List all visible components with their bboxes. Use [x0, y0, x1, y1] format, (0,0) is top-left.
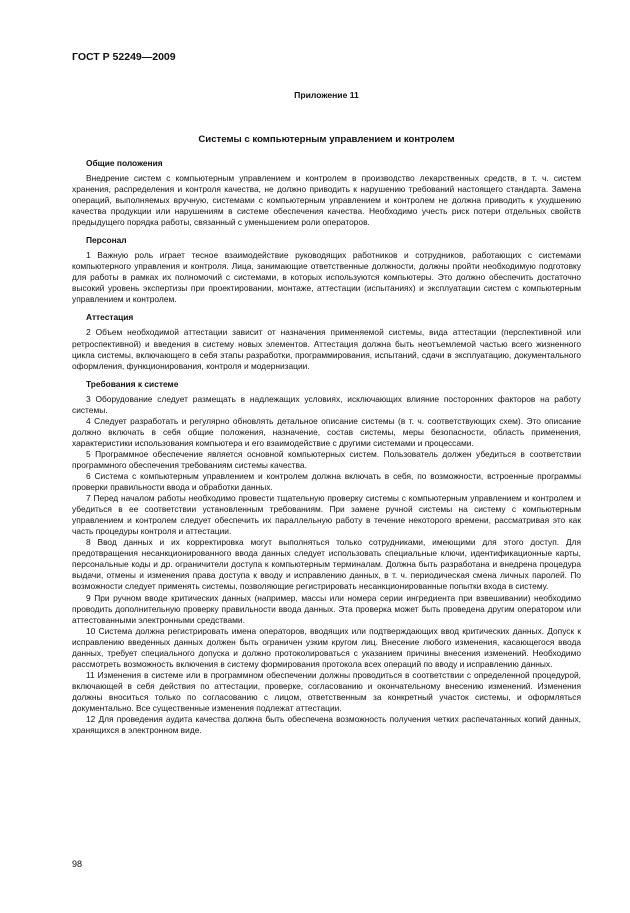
paragraph: 5 Программное обеспечение является основной компьютерных систем. Пользователь должен убедиться в соответствии программного обеспечения требованиям системы качества.	[72, 448, 581, 470]
paragraph: Внедрение систем с компьютерным управлением и контролем в производство лекарственных средств, в т. ч. систем хранения, распределения и контроля качества, не должно приводить к нарушению требований настоящего стандарта. Замена операций, выполняемых вручную, системами с компьютерным управлением и контролем не должна приводить к ухудшению качества продукции или нарушениям в системе обеспечения качества. Необходимо учесть риск потери отдельных свойств предыдущего порядка работы, связанный с уменьшением роли операторов.	[72, 173, 581, 228]
paragraph: 3 Оборудование следует размещать в надлежащих условиях, исключающих влияние посторонних факторов на работу системы.	[72, 393, 581, 415]
paragraph: 11 Изменения в системе или в программном обеспечении должны проводиться в соответствии с определенной процедурой, включающей в себя действия по аттестации, проверке, согласованию и окончательному внесению изменений. Изменения должны вноситься только по согласованию с лицом, ответственным за конкретный участок системы, и оформляться документально. Все существенные изменения подлежат аттестации.	[72, 669, 581, 713]
appendix-label: Приложение 11	[294, 90, 359, 100]
paragraph: 10 Система должна регистрировать имена операторов, вводящих или подтверждающих ввод критических данных. Допуск к исправлению введенных данных должен быть ограничен узким кругом лиц. Внесение любого изменения, касающегося ввода данных, требует специального допуска и должно протоколироваться с указанием причины внесения изменений. Необходимо рассмотреть возможность включения в систему формирования протокола всех операций по вводу и исправлению данных.	[72, 625, 581, 669]
document-code: ГОСТ Р 52249—2009	[72, 51, 176, 63]
section-heading-personnel: Персонал	[86, 235, 127, 246]
paragraph: 4 Следует разработать и регулярно обновлять детальное описание системы (в т. ч. соответствующих схем). Это описание должно включать в себя общие положения, назначение, состав системы, меры безопасности, область применения, характеристики использования компьютера и его взаимодействие с другими системами и процессами.	[72, 415, 581, 448]
paragraph: 12 Для проведения аудита качества должна быть обеспечена возможность получения четких распечатанных копий данных, хранящихся в электронном виде.	[72, 714, 581, 736]
document-title: Системы с компьютерным управлением и контролем	[198, 134, 455, 145]
section-heading-validation: Аттестация	[86, 312, 134, 323]
section-heading-system-requirements: Требования к системе	[86, 378, 179, 389]
paragraph: 2 Объем необходимой аттестации зависит от назначения применяемой системы, вида аттестации (перспективной или ретроспективной) и введения в систему новых элементов. Аттестация должна быть неотъемлемой частью всего жизненного цикла системы, включающего в себя этапы разработки, программирования, испытаний, сдачи в эксплуатацию, документального оформления, функционирования, контроля и модернизации.	[72, 327, 581, 371]
page-number: 98	[72, 859, 83, 869]
section-heading-general: Общие положения	[86, 158, 163, 168]
paragraph: 8 Ввод данных и их корректировка могут выполняться только сотрудниками, имеющими для этого доступ. Для предотвращения несанкционированного ввода данных следует использовать специальные ключи, идентификационные карты, персональные коды и др. ограничители доступа к компьютерным терминалам. Должна быть разработана и внедрена процедура выдачи, отмены и изменения права доступа к вводу и исправлению данных, в т. ч. периодическая смена личных паролей. По возможности следует применять системы, позволяющие регистрировать несанкционированные попытки входа в систему.	[72, 537, 581, 592]
paragraph: 7 Перед началом работы необходимо провести тщательную проверку системы с компьютерным управлением и контролем и убедиться в ее соответствии установленным требованиям. При замене ручной системы на систему с компьютерным управлением и контролем следует обеспечить их параллельную работу в течение некоторого времени, рассматривая это как часть процедуры контроля и аттестации.	[72, 493, 581, 537]
paragraph: 6 Система с компьютерным управлением и контролем должна включать в себя, по возможности, встроенные программы проверки правильности ввода и обработки данных.	[72, 470, 581, 493]
paragraph: 1 Важную роль играет тесное взаимодействие руководящих работников и сотрудников, работающих с системами компьютерного управления и контроля. Лица, занимающие ответственные должности, должны пройти необходимую подготовку для работы в рамках их полномочий с системами, в которых используются компьютеры. Это должно обеспечить достаточно высокий уровень экспертизы при проектировании, монтаже, аттестации (испытаниях) и эксплуатации систем с компьютерным управлением и контролем.	[72, 250, 581, 305]
paragraph: 9 При ручном вводе критических данных (например, массы или номера серии ингредиента при взвешивании) необходимо проводить дополнительную проверку правильности ввода данных. Эта проверка может быть проведена другим оператором или аттестованными электронными средствами.	[72, 592, 581, 625]
